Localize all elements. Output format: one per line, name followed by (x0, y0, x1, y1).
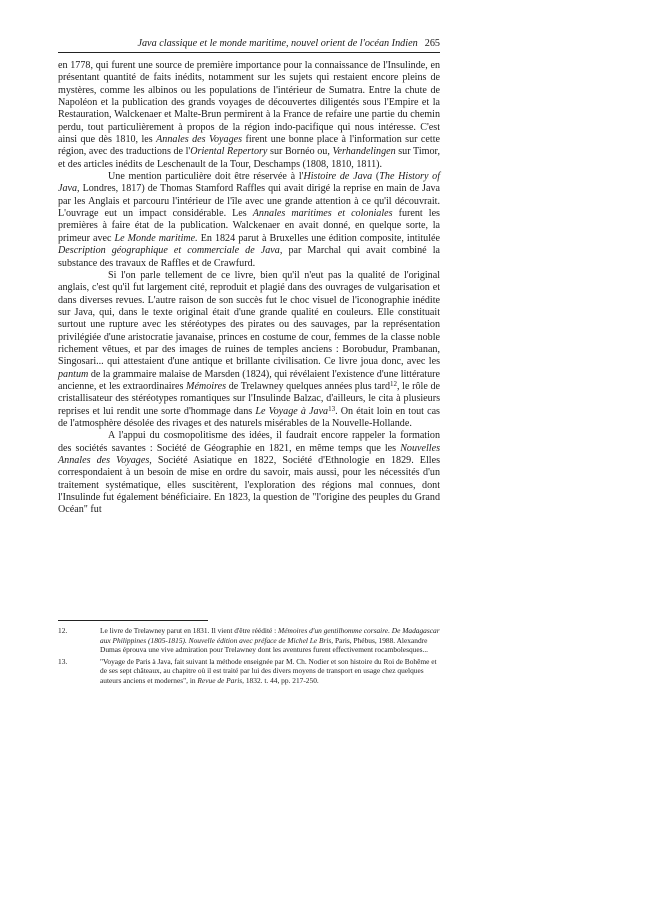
paragraph-4 (58, 430, 440, 516)
italic-term: pantum (58, 368, 89, 380)
paragraph-3 (58, 270, 440, 430)
text-run: de Trelawney quelques années plus tard (226, 380, 390, 392)
footnote-12 (58, 626, 440, 655)
running-head (58, 38, 440, 50)
italic-title: Description géographique et commerciale de Java, (58, 245, 283, 257)
footnote-13 (58, 657, 440, 686)
footnote-ref-12[interactable]: 12 (390, 379, 397, 388)
footnote-rule (58, 620, 208, 621)
italic-title: Mémoires (186, 380, 227, 392)
footnote-number: 12. (58, 626, 68, 635)
footnote-ref-13[interactable]: 13 (328, 404, 336, 413)
body-text (58, 60, 440, 517)
italic-title: Annales maritimes et coloniales (252, 208, 393, 220)
text-run: A l'appui du cosmopolitisme des idées, il faudrait encore rappeler la formation des sociétés savantes : Société de Géographie en 1821, en même temps que les (58, 430, 440, 454)
italic-title: Le Monde maritime. (114, 232, 198, 244)
text-run: Le livre de Trelawney parut en 1831. Il vient d'être réédité : (100, 626, 279, 635)
running-head-title: Java classique et le monde maritime, nouvel orient de l'océan Indien (137, 38, 418, 49)
italic-title: Oriental Repertory (190, 146, 268, 158)
italic-title: Mémoires d'un gentilhomme corsaire. De Madagascar aux Philippines (1805-1815). Nouvelle édition avec préface de Michel Le Bris, (100, 626, 440, 645)
text-run: Londres, 1817) de Thomas Stamford Raffles qui avait dirigé la reprise en main de Java par les Anglais et parcouru l'intérieur de l'île avec une grande attention à ce qu'il découvrait. L'ouvrage eut un impact considérable. Les (58, 183, 440, 220)
text-run: 1832. t. 44, pp. 217-250. (244, 675, 319, 685)
text-run: sur Bornéo ou, (267, 146, 333, 158)
italic-title: Le Voyage à Java (255, 405, 329, 417)
footnote-text (100, 657, 440, 686)
text-run: Paris, Phébus, 1988. Alexandre Dumas éprouva une vive admiration pour Trelawney dont les aventures furent effectivement rocambolesques... (100, 635, 429, 655)
text-run: en 1778, qui furent une source de première importance pour la connaissance de l'Insulinde, en présentant quantité de faits inédits, notamment sur les sujets qui restaient encore pleins de mystères, comme les albinos ou les populations de l'intérieur de Sumatra. Entre la chute de Napoléon et la publication des grands voyages de découvertes diligentés sous l'Empire et la Restauration, Walckenaer et Malte-Brun permirent à la France de refaire une partie du chemin perdu, tout particulièrement à propos de la région indo-pacifique qui nous intéresse. C'est ainsi que dès 1810, les (58, 60, 440, 146)
text-run: En 1824 parut à Bruxelles une édition composite, intitulée (197, 232, 440, 244)
page-number: 265 (424, 38, 440, 49)
text-run: "Voyage de Paris à Java, fait suivant la méthode enseignée par M. Ch. Nodier et son histoire du Roi de Bohême et de ses sept châteaux, au chapitre où il est traité par lui des divers moyens de transport en usage chez quelques auteurs anciens et modernes", in (100, 656, 437, 685)
text-run: sur Timor, et des articles inédits de Leschenault de la Tour, Deschamps (1808, 1810, 1811). (58, 146, 440, 170)
text-run: furent les premières à faire état de la publication. Walckenaer en avait donné, en quelque sorte, la primeur avec (58, 208, 440, 244)
footnotes (58, 626, 440, 688)
text-run: Si l'on parle tellement de ce livre, bien qu'il n'eut pas la qualité de l'original anglais, c'est qu'il fut largement cité, reproduit et plagié dans des ouvrages de vulgarisation et dans diverses revues. L'autre raison de son succès fut le choc visuel de l'iconographie inédite sur Java, qui, dans le texte original était d'une grande qualité en couleurs. Elle constituait surtout une rupture avec les stéréotypes des pirates ou des sauvages, par la représentation privilégiée d'une aristocratie javanaise, princes en costume de cour, femmes de la classe noble richement vêtues, et par des images de ruines de temples anciens : Borobudur, Prambanan, Singosari... qui attestaient d'une antique et brillante civilisation. Ce livre joua donc, avec les (58, 269, 440, 368)
text-run: . On était loin en tout cas de l'atmosphère désolée des rivages et des naturels misérables de la Nouvelle-Hollande. (58, 405, 440, 429)
footnote-number: 13. (58, 656, 68, 666)
text-run: , le rôle de cristallisateur des stéréotypes romantiques sur l'Insulinde Balzac, d'ailleurs, le cita à plusieurs reprises et lui rendit une sorte d'hommage dans (58, 380, 440, 417)
text-run: Société Asiatique en 1822, Société d'Ethnologie en 1829. Elles correspondaient à un besoin de mise en ordre du savoir, mais aussi, pour les nécessités d'un traitement systématique, elles suscitèrent, l'exploration des régions mal connues, dont l'Insulinde fut également bénéficiaire. En 1823, la question de "l'origine des peuples du Grand Océan" fut (58, 455, 440, 516)
paragraph-2 (58, 171, 440, 270)
italic-title: Nouvelles Annales des Voyages, (58, 442, 440, 466)
italic-title: Revue de Paris, (197, 675, 245, 685)
text-run: par Marchal qui avait combiné la substance des travaux de Raffles et de Crawfurd. (58, 245, 440, 269)
paragraph-1 (58, 60, 440, 171)
text-run: ( (372, 171, 380, 183)
text-run: de la grammaire malaise de Marsden (1824), qui révélaient l'existence d'une littérature ancienne, et les extraordinaires (58, 368, 440, 392)
italic-title: Histoire de Java (303, 171, 373, 183)
italic-title: Verhandelingen (332, 146, 396, 158)
header-rule (58, 52, 440, 53)
text-run: firent une bonne place à l'information sur cette région, avec des traductions de l' (58, 134, 440, 158)
text-run: Une mention particulière doit être réservée à l' (108, 171, 304, 183)
italic-title: The History of Java, (58, 171, 440, 195)
italic-title: Annales des Voyages (156, 134, 243, 146)
footnote-text (100, 626, 440, 655)
